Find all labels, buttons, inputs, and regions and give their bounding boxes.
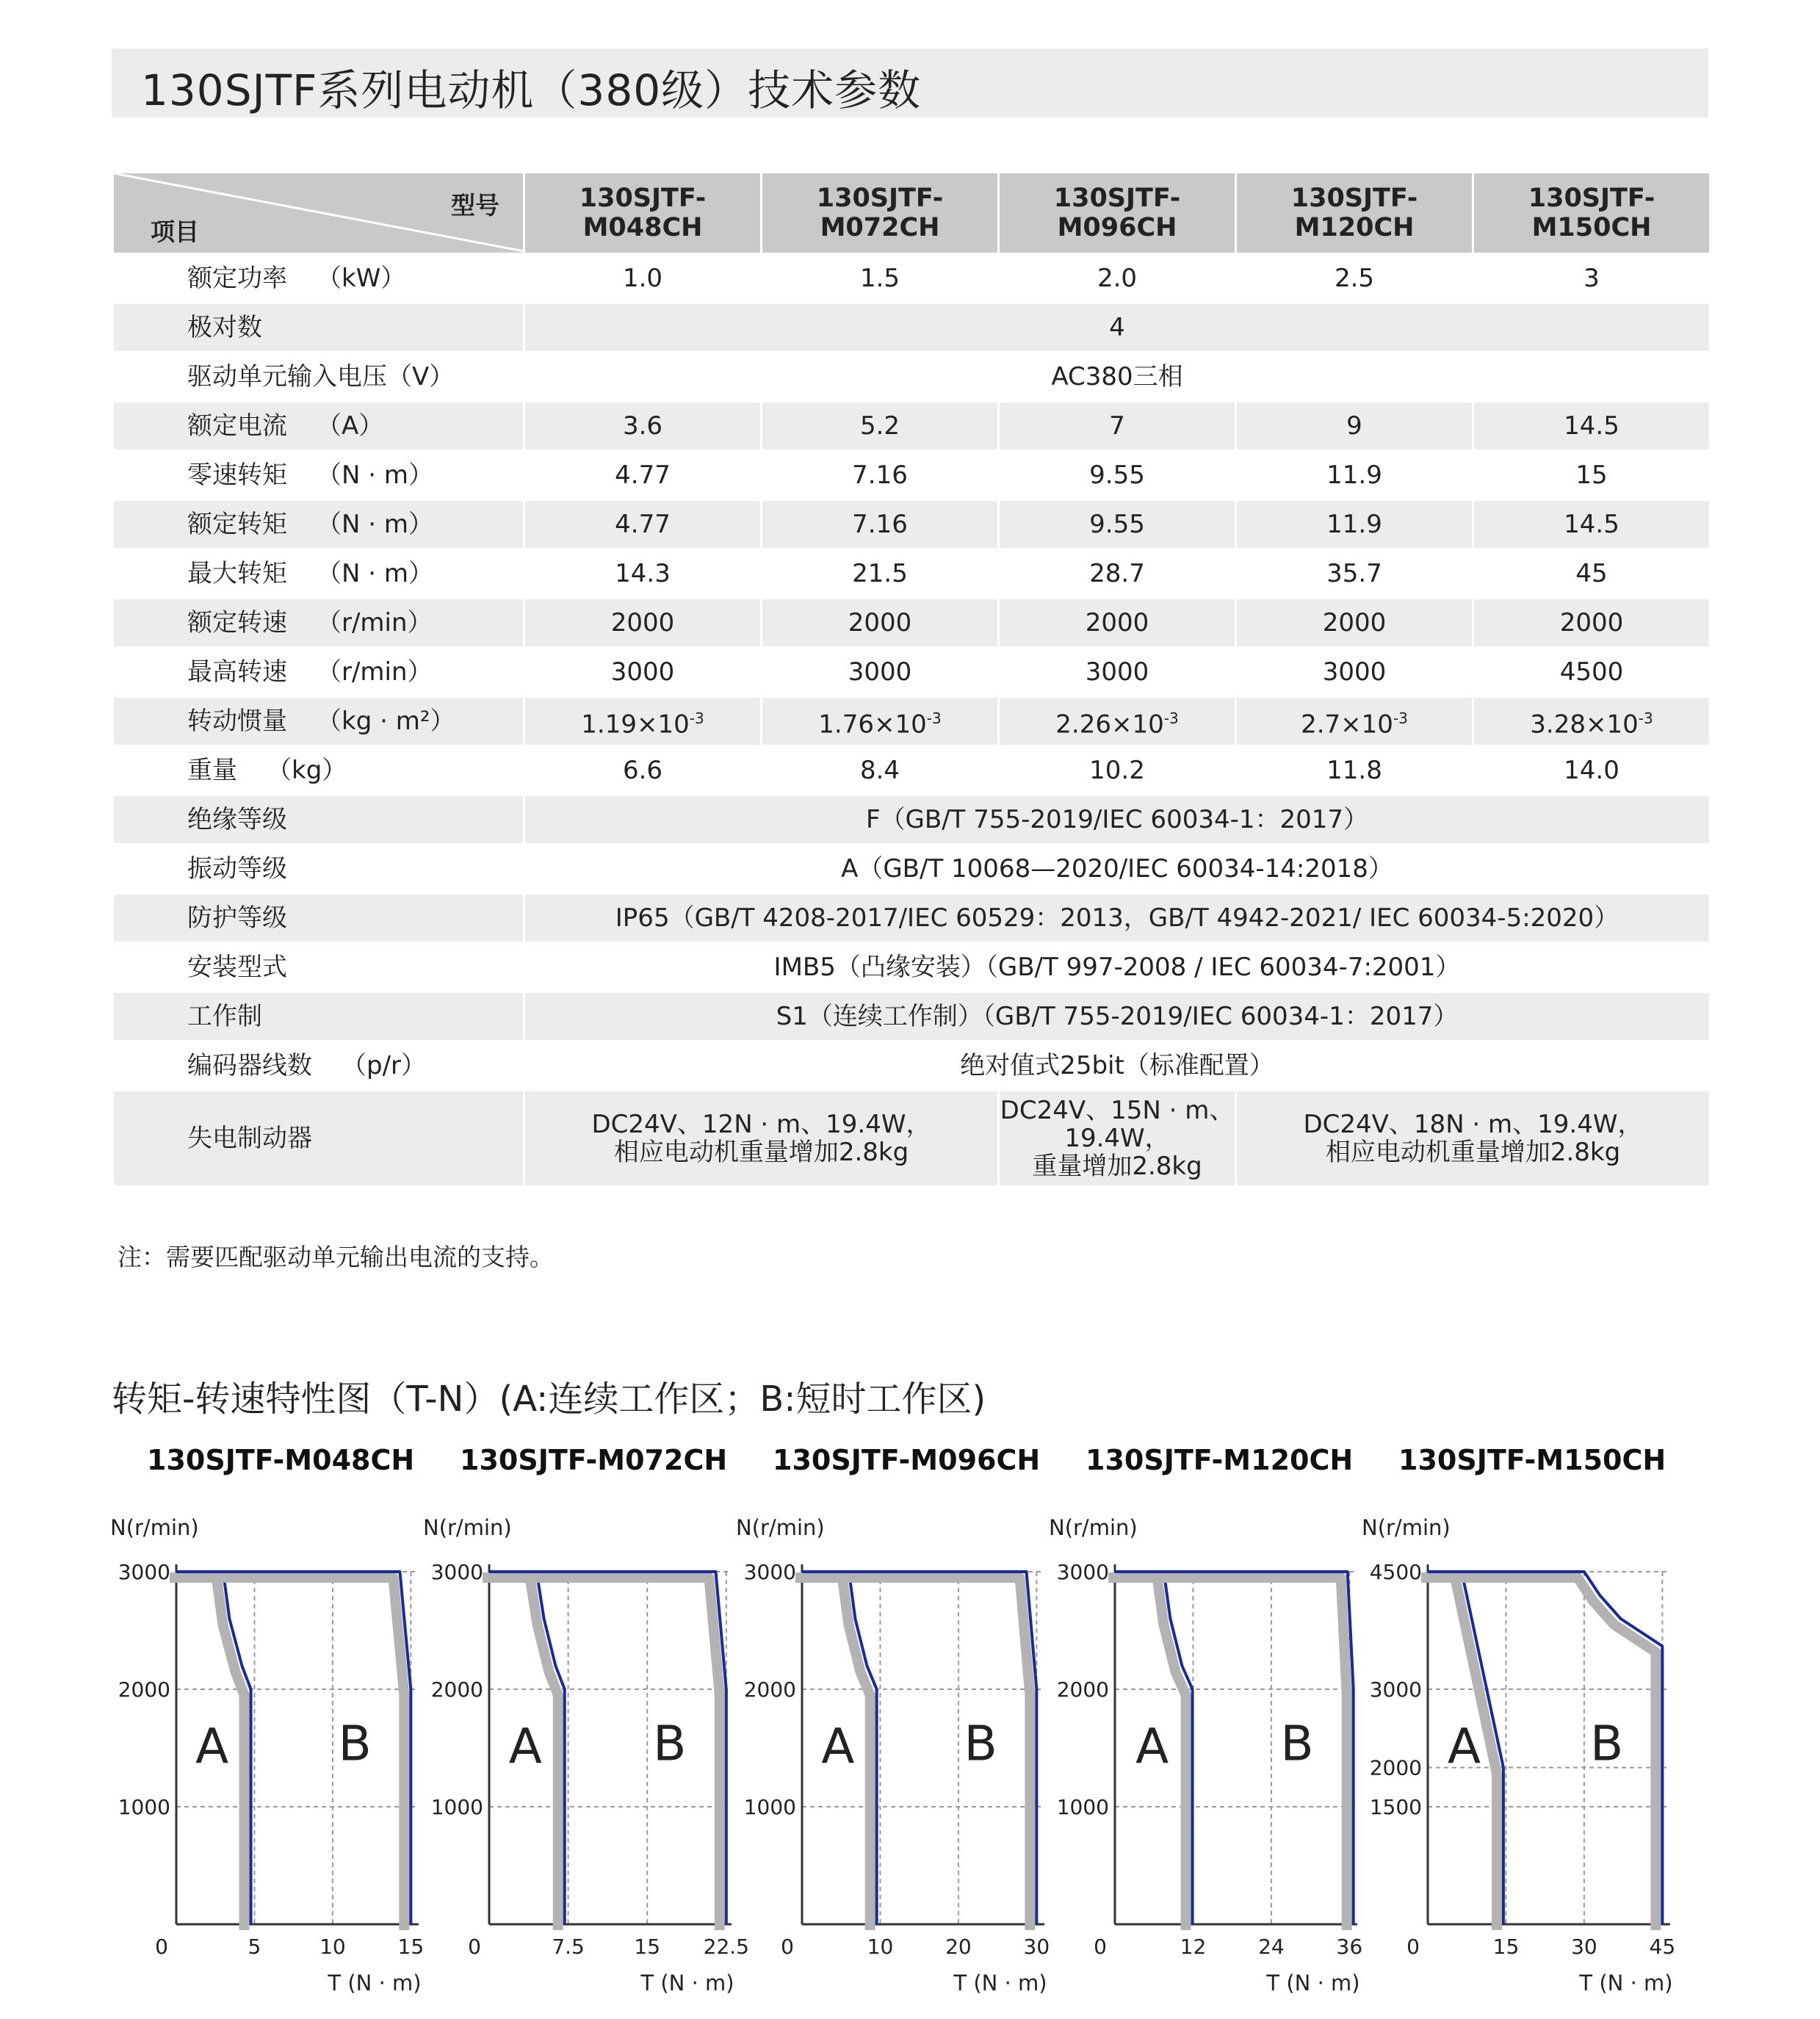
x-tick-label: 0: [468, 1935, 481, 1959]
y-tick-label: 4500: [1369, 1560, 1422, 1584]
chart-title: 130SJTF-M096CH: [773, 1444, 1041, 1476]
y-tick-label: 3000: [118, 1560, 170, 1584]
x-tick-label: 24: [1258, 1935, 1285, 1959]
row-value: 9.55: [999, 451, 1236, 500]
region-label-a: A: [508, 1718, 542, 1775]
x-tick-label: 30: [1571, 1935, 1597, 1959]
row-label-text: 额定转速: [187, 608, 287, 638]
region-label-a: A: [1135, 1718, 1169, 1775]
chart-5: [1362, 1515, 1675, 1995]
row-unit: （r/min）: [317, 657, 433, 687]
x-tick-label: 0: [1406, 1935, 1420, 1959]
row-value: 4.77: [524, 451, 762, 500]
y-axis-label: N(r/min): [1362, 1515, 1451, 1540]
chart-2: [423, 1515, 749, 1995]
row-value: 2000: [1236, 599, 1473, 648]
row-span-value: S1（连续工作制）（GB/T 755-2019/IEC 60034-1：2017）: [524, 992, 1711, 1041]
y-tick-label: 1000: [743, 1795, 796, 1819]
row-value: 9.55: [999, 500, 1236, 549]
row-value: 10.2: [999, 746, 1236, 795]
row-value: 2000: [1473, 599, 1711, 648]
row-value: 35.7: [1236, 549, 1473, 599]
row-value: 6.6: [524, 746, 762, 795]
header-model: 130SJTF- M048CH: [524, 173, 762, 254]
x-tick-label: 0: [155, 1935, 168, 1959]
row-value: 7.16: [762, 500, 999, 549]
x-tick-label: 36: [1336, 1935, 1363, 1959]
row-label-text: 额定转矩: [187, 510, 287, 539]
row-value: 45: [1473, 549, 1711, 599]
x-axis-label: T (N · m): [953, 1971, 1047, 1995]
row-value: 3000: [999, 648, 1236, 697]
row-unit: （p/r）: [342, 1051, 427, 1080]
row-label-text: 工作制: [187, 1002, 262, 1031]
row-value: 2.5: [1236, 254, 1473, 303]
row-value: 11.8: [1236, 746, 1473, 795]
brake-right: DC24V、18N · m、19.4W， 相应电动机重量增加2.8kg: [1236, 1091, 1711, 1187]
header-model-label: 型号: [451, 191, 499, 220]
brake-middle: DC24V、15N · m、 19.4W， 重量增加2.8kg: [999, 1091, 1236, 1187]
row-value: 14.5: [1473, 402, 1711, 451]
row-unit: （N · m）: [317, 559, 433, 588]
row-label-text: 最高转速: [187, 657, 287, 687]
row-unit: （r/min）: [317, 608, 433, 638]
y-axis-label: N(r/min): [423, 1515, 512, 1540]
row-label-text: 最大转矩: [187, 559, 287, 588]
page-title: 130SJTF系列电动机（380级）技术参数: [141, 65, 922, 115]
row-span-value: 4: [524, 303, 1711, 353]
row-unit: （N · m）: [317, 510, 433, 539]
row-label-text: 额定功率: [187, 264, 287, 293]
row-value: 14.0: [1473, 746, 1711, 795]
x-tick-label: 15: [397, 1935, 425, 1959]
row-value: 7: [999, 402, 1236, 451]
x-tick-label: 0: [1094, 1935, 1107, 1959]
row-value: 2000: [999, 599, 1236, 648]
chart-1: [110, 1515, 424, 1995]
y-tick-label: 2000: [743, 1677, 796, 1702]
row-value: 5.2: [762, 402, 999, 451]
row-value: 28.7: [999, 549, 1236, 599]
y-tick-label: 2000: [430, 1677, 483, 1702]
chart-title: 130SJTF-M120CH: [1086, 1444, 1354, 1476]
row-label-text: 极对数: [187, 313, 262, 342]
row-unit: （kg）: [267, 756, 347, 785]
x-axis-label: T (N · m): [640, 1971, 734, 1995]
region-label-a: A: [195, 1718, 229, 1775]
row-label-text: 安装型式: [187, 953, 287, 982]
charts-section-title: 转矩-转速特性图（T-N）(A:连续工作区；B:短时工作区): [112, 1379, 986, 1420]
x-tick-label: 15: [634, 1935, 661, 1959]
row-label-text: 绝缘等级: [187, 805, 287, 834]
header-model: 130SJTF- M072CH: [762, 173, 999, 254]
row-label-text: 额定电流: [187, 411, 287, 441]
row-label-text: 编码器线数: [187, 1051, 312, 1080]
y-tick-label: 3000: [1056, 1560, 1109, 1584]
y-tick-label: 3000: [743, 1560, 796, 1584]
x-tick-label: 15: [1492, 1935, 1520, 1959]
row-span-value: A（GB/T 10068—2020/IEC 60034-14:2018）: [524, 845, 1711, 894]
row-value: 15: [1473, 451, 1711, 500]
row-label-text: 振动等级: [187, 854, 287, 884]
row-value: 3.6: [524, 402, 762, 451]
x-tick-label: 30: [1023, 1935, 1050, 1959]
row-span-value: AC380三相: [524, 353, 1711, 402]
region-label-b: B: [338, 1715, 372, 1772]
row-value: $1.76\times 10^{-3}$: [762, 697, 999, 746]
row-value: 14.5: [1473, 500, 1711, 549]
y-axis-label: N(r/min): [736, 1515, 825, 1540]
y-tick-label: 1500: [1369, 1795, 1422, 1819]
x-axis-label: T (N · m): [1266, 1971, 1360, 1995]
x-tick-label: 10: [319, 1935, 346, 1959]
row-value: 1.5: [762, 254, 999, 303]
x-tick-label: 5: [248, 1935, 261, 1959]
region-label-b: B: [1280, 1715, 1314, 1772]
y-tick-label: 3000: [1369, 1677, 1422, 1702]
y-axis-label: N(r/min): [1049, 1515, 1138, 1540]
row-value: 14.3: [524, 549, 762, 599]
chart-title: 130SJTF-M150CH: [1398, 1444, 1666, 1476]
row-label-text: 零速转矩: [187, 460, 287, 490]
row-span-value: IMB5（凸缘安装）（GB/T 997-2008 / IEC 60034-7:2001）: [524, 943, 1711, 992]
y-axis-label: N(r/min): [110, 1515, 199, 1540]
row-value: $3.28\times 10^{-3}$: [1473, 697, 1711, 746]
y-tick-label: 1000: [430, 1795, 483, 1819]
row-value: 4.77: [524, 500, 762, 549]
region-label-b: B: [964, 1715, 997, 1772]
row-value: 2.0: [999, 254, 1236, 303]
x-axis-label: T (N · m): [328, 1971, 422, 1995]
x-tick-label: 45: [1649, 1935, 1676, 1959]
x-tick-label: 12: [1180, 1935, 1207, 1959]
y-tick-label: 2000: [118, 1677, 170, 1702]
x-tick-label: 7.5: [552, 1935, 585, 1959]
chart-title: 130SJTF-M048CH: [147, 1444, 415, 1476]
chart-3: [736, 1515, 1050, 1995]
row-unit: （N · m）: [317, 460, 433, 490]
row-value: $2.7\times 10^{-3}$: [1236, 697, 1473, 746]
x-tick-label: 20: [945, 1935, 972, 1959]
y-tick-label: 1000: [1056, 1795, 1109, 1819]
row-label-text: 驱动单元输入电压（V）: [187, 362, 455, 391]
row-value: 9: [1236, 402, 1473, 451]
header-model: 130SJTF- M120CH: [1236, 173, 1473, 254]
chart-title: 130SJTF-M072CH: [460, 1444, 728, 1476]
row-value: 21.5: [762, 549, 999, 599]
row-value: 3000: [524, 648, 762, 697]
row-value: 3000: [762, 648, 999, 697]
row-label: 失电制动器: [113, 1091, 524, 1187]
row-label-text: 重量: [187, 756, 237, 785]
row-span-value: F（GB/T 755-2019/IEC 60034-1：2017）: [524, 795, 1711, 845]
y-tick-label: 1000: [118, 1795, 170, 1819]
row-unit: （A）: [317, 411, 384, 441]
chart-4: [1049, 1515, 1362, 1995]
row-span-value: IP65（GB/T 4208-2017/IEC 60529：2013，GB/T 4942-2021/ IEC 60034-5:2020）: [524, 894, 1711, 943]
row-value: 11.9: [1236, 500, 1473, 549]
header-model: 130SJTF- M150CH: [1473, 173, 1711, 254]
x-tick-label: 22.5: [703, 1935, 749, 1959]
x-tick-label: 0: [781, 1935, 794, 1959]
row-value: 3: [1473, 254, 1711, 303]
row-value: 2000: [524, 599, 762, 648]
x-tick-label: 10: [867, 1935, 894, 1959]
region-label-a: A: [821, 1718, 855, 1775]
header-model: 130SJTF- M096CH: [999, 173, 1236, 254]
region-label-b: B: [1589, 1715, 1624, 1772]
row-span-value: 绝对值式25bit（标准配置）: [524, 1041, 1711, 1091]
row-label-text: 转动惯量: [187, 707, 287, 736]
row-value: 2000: [762, 599, 999, 648]
row-label-text: 防护等级: [187, 903, 287, 933]
table-note: 注：需要匹配驱动单元输出电流的支持。: [118, 1243, 554, 1271]
row-unit: （kW）: [317, 264, 406, 293]
row-value: $1.19\times 10^{-3}$: [524, 697, 762, 746]
row-value: 8.4: [762, 746, 999, 795]
row-value: 1.0: [524, 254, 762, 303]
region-label-a: A: [1447, 1718, 1481, 1775]
row-value: 7.16: [762, 451, 999, 500]
y-tick-label: 3000: [430, 1560, 483, 1584]
y-tick-label: 2000: [1056, 1677, 1109, 1702]
row-value: 4500: [1473, 648, 1711, 697]
x-axis-label: T (N · m): [1579, 1971, 1673, 1995]
row-value: 3000: [1236, 648, 1473, 697]
y-tick-label: 2000: [1369, 1755, 1422, 1780]
row-value: $2.26\times 10^{-3}$: [999, 697, 1236, 746]
row-value: 11.9: [1236, 451, 1473, 500]
brake-left: DC24V、12N · m、19.4W， 相应电动机重量增加2.8kg: [524, 1091, 999, 1187]
region-label-b: B: [653, 1715, 687, 1772]
header-item-label: 项目: [151, 217, 199, 246]
row-unit: （kg · m²）: [317, 707, 455, 736]
